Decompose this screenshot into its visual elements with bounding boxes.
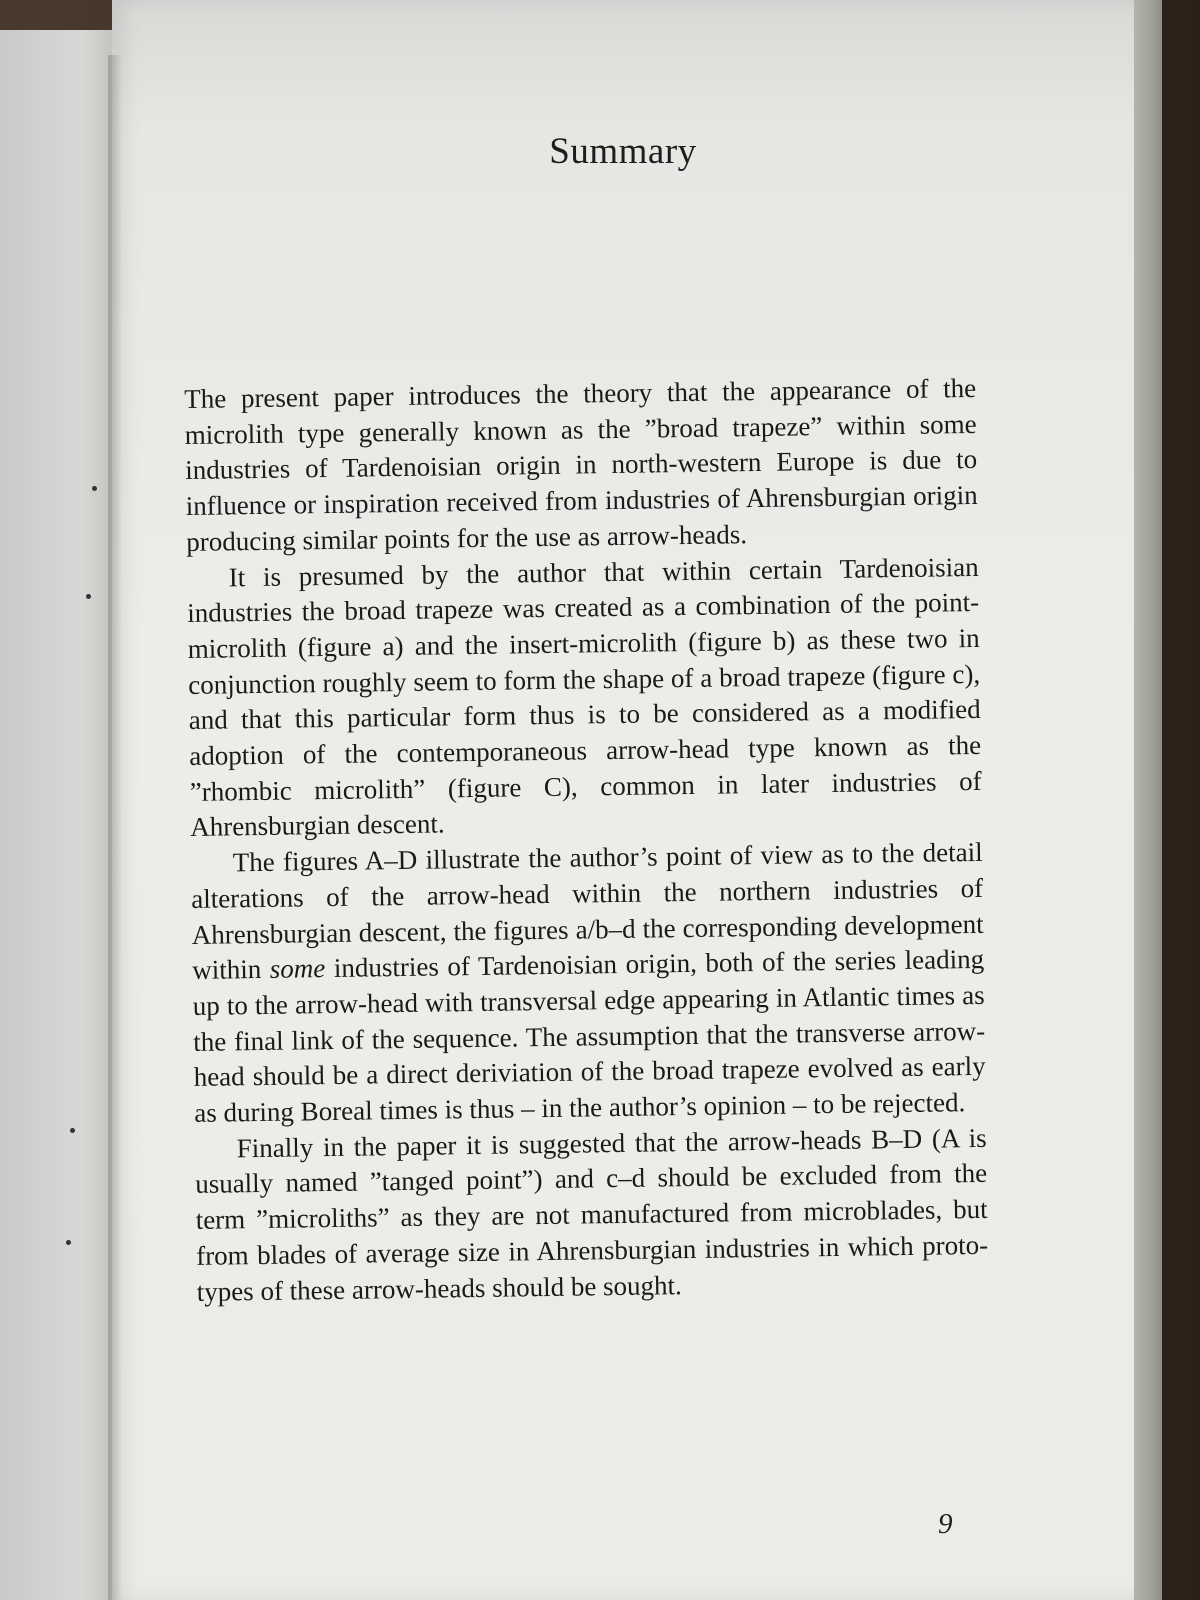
paragraph-2: It is presumed by the author that within certain Tardenoisian industries the broad trapeze was created as a combination of the point-microlith (figure a) and the insert-microlith (figure b) as these two in conjunction roughly seem to form the shape of a broad trapeze (figure c), and that this particular form thus is to be considered as a modified adoption of the contemporaneous arrow-head type known as the ”rhombic microlith” (figure C), common in later industries of Ahrensburgian descent. — [187, 551, 982, 843]
book-gutter-shadow — [108, 55, 122, 1600]
page-number: 9 — [938, 1508, 953, 1540]
paragraph-1: The present paper introduces the theory that the appearance of the microlith type generally known as the ”broad trapeze” within some industries of Tardenoisian origin in north-western Europe is due to influence or inspiration received from industries of Ahrensburgian origin producing similar points for the use as arrow-heads. — [184, 372, 978, 557]
binding-mark — [86, 594, 91, 599]
binding-mark — [92, 486, 97, 491]
left-page-edge — [0, 30, 118, 1600]
book-page — [112, 0, 1134, 1600]
paragraph-4: Finally in the paper it is suggested that the arrow-heads B–D (A is usually named ”tanged point”) and c–d should be excluded from the term ”microliths” as they are not manufactured from microblades, but from blades of average size in Ahrensburgian industries in which proto-types of these arrow-heads should be sought. — [194, 1122, 989, 1307]
summary-body — [184, 371, 989, 1310]
binding-mark — [66, 1240, 71, 1245]
paragraph-3: The figures A–D illustrate the author’s point of view as to the detail alterations of the arrow-head within the northern industries of Ahrensburgian descent, the figures a/b–d the corresponding development within some industries of Tardenoisian origin, both of the series leading up to the arrow-head with transversal edge appearing in Atlantic times as the final link of the sequence. The assumption that the transverse arrow-head should be a direct deriviation of the broad trapeze evolved as early as during Boreal times is thus – in the author’s opinion – to be rejected. — [191, 837, 986, 1128]
page-title: Summary — [549, 131, 697, 172]
binding-mark — [70, 1128, 75, 1133]
